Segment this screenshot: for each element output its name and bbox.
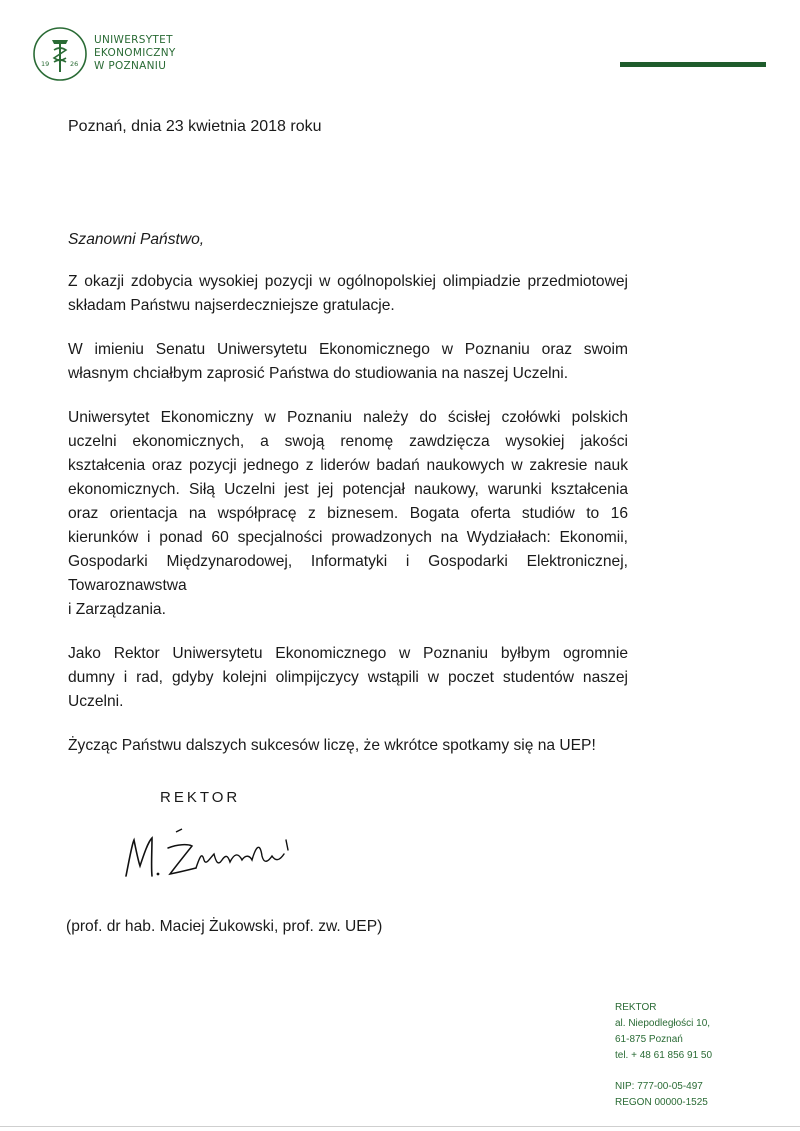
page-bottom-edge xyxy=(0,1126,800,1127)
university-name xyxy=(94,34,176,73)
paragraph-line: Jako Rektor Uniwersytetu Ekonomicznego w Poznaniu byłbym ogromnie xyxy=(68,645,628,662)
paragraph-line: kształcenia oraz pozycji jednego z liderów badań naukowych w zakresie nauk xyxy=(68,457,628,474)
paragraph-rector xyxy=(68,642,628,714)
paragraph-line: Z okazji zdobycia wysokiej pozycji w ogólnopolskiej olimpiadzie przedmiotowej xyxy=(68,273,628,290)
paragraph-line: W imieniu Senatu Uniwersytetu Ekonomicznego w Poznaniu oraz swoim xyxy=(68,341,628,358)
footer-line: 61-875 Poznań xyxy=(615,1034,683,1045)
paragraph-line: składam Państwu najserdeczniejsze gratulacje. xyxy=(68,297,395,314)
paragraph-line: Życząc Państwu dalszych sukcesów liczę, że wkrótce spotkamy się na UEP! xyxy=(68,737,596,754)
footer-line: al. Niepodległości 10, xyxy=(615,1018,711,1029)
footer-spacer xyxy=(615,1064,712,1079)
paragraph-line: Uniwersytet Ekonomiczny w Poznaniu należy do ścisłej czołówki polskich xyxy=(68,409,628,426)
paragraph-line: Gospodarki Międzynarodowej, Informatyki i Gospodarki Elektronicznej, xyxy=(68,553,628,570)
footer-line: REGON 00000-1525 xyxy=(615,1097,708,1108)
paragraph-line: uczelni ekonomicznych, a swoją renomę zawdzięcza wysokiej jakości xyxy=(68,433,628,450)
signer-name: (prof. dr hab. Maciej Żukowski, prof. zw. UEP) xyxy=(66,918,383,935)
footer-line: REKTOR xyxy=(615,1002,657,1013)
university-name-line: W POZNANIU xyxy=(94,60,167,72)
university-name-line: UNIWERSYTET xyxy=(94,34,173,46)
paragraph-line: kierunków i ponad 60 specjalności prowadzonych na Wydziałach: Ekonomii, xyxy=(68,529,628,546)
header-accent-bar xyxy=(620,62,766,67)
paragraph-line: i Zarządzania. xyxy=(68,601,166,618)
university-logo xyxy=(32,26,88,82)
paragraph-line: ekonomicznych. Siłą Uczelni jest jej potencjał naukowy, warunki kształcenia xyxy=(68,481,628,498)
logo-year-right: 26 xyxy=(70,60,79,68)
footer-line: NIP: 777-00-05-497 xyxy=(615,1081,703,1092)
paragraph-invitation xyxy=(68,338,628,386)
footer-address xyxy=(615,1000,712,1111)
footer-line: tel. + 48 61 856 91 50 xyxy=(615,1050,713,1061)
university-name-line: EKONOMICZNY xyxy=(94,47,176,59)
paragraph-university xyxy=(68,406,628,622)
greeting: Szanowni Państwo, xyxy=(68,231,205,248)
paragraph-line: własnym chciałbym zaprosić Państwa do studiowania na naszej Uczelni. xyxy=(68,365,569,382)
paragraph-line: Towaroznawstwa xyxy=(68,577,187,594)
rector-title: REKTOR xyxy=(160,789,241,806)
letter-body xyxy=(68,228,628,778)
letter-date: Poznań, dnia 23 kwietnia 2018 roku xyxy=(68,118,322,135)
paragraph-line: oraz orientacja na współpracę z biznesem. Bogata oferta studiów to 16 xyxy=(68,505,628,522)
paragraph-closing xyxy=(68,734,628,758)
handwritten-signature xyxy=(118,826,318,886)
paragraph-line: dumny i rad, gdyby kolejni olimpijczycy wstąpili w poczet studentów naszej xyxy=(68,669,628,686)
paragraph-congratulations xyxy=(68,270,628,318)
paragraph-line: Uczelni. xyxy=(68,693,124,710)
logo-year-left: 19 xyxy=(41,60,50,68)
